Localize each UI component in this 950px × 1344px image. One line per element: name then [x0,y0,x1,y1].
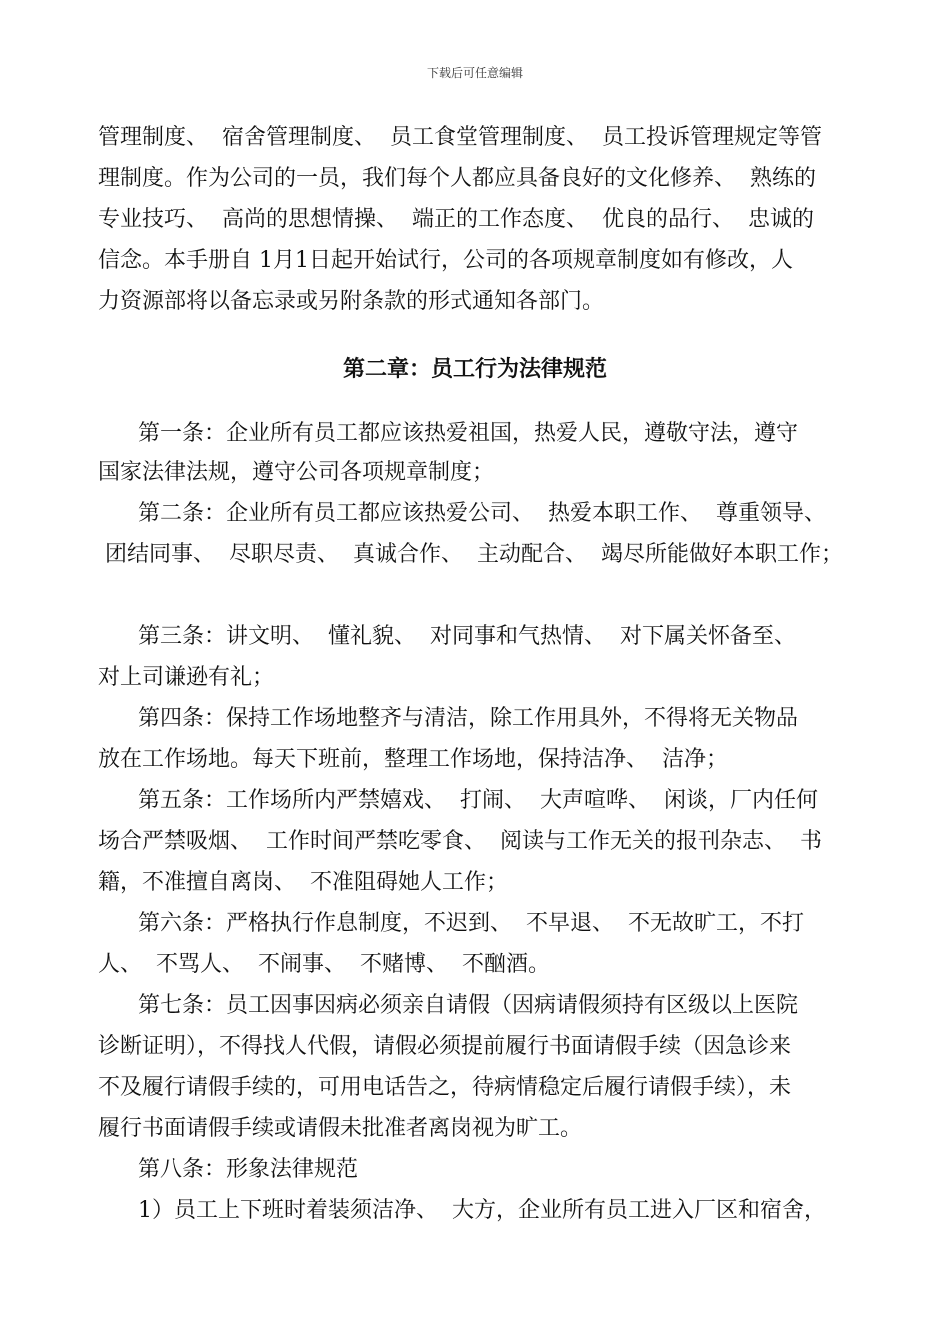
article-line: 诊断证明），不得找人代假，请假必须提前履行书面请假手续（因急诊来 [98,1034,792,1059]
article-line: 不及履行请假手续的，可用电话告之，待病情稳定后履行请假手续），未 [98,1075,792,1100]
article-line: 场合严禁吸烟、 工作时间严禁吃零食、 阅读与工作无关的报刊杂志、 书 [98,829,822,854]
article-line: 籍，不准擅自离岗、 不准阻碍她人工作； [98,870,508,895]
intro-line: 信念。本手册自 1月1日起开始试行，公司的各项规章制度如有修改，人 [98,248,793,273]
intro-line: 力资源部将以备忘录或另附条款的形式通知各部门。 [98,289,605,314]
article-line: 1）员工上下班时着装须洁净、 大方，企业所有员工进入厂区和宿舍， [138,1198,826,1223]
intro-line: 理制度。作为公司的一员，我们每个人都应具备良好的文化修养、 熟练的 [98,166,816,191]
article-line: 国家法律法规，遵守公司各项规章制度； [98,460,495,485]
article-line: 放在工作场地。每天下班前，整理工作场地，保持洁净、 洁净； [98,747,728,772]
chapter-title: 第二章：员工行为法律规范 [342,357,607,382]
article-line: 第六条：严格执行作息制度，不迟到、 不早退、 不无故旷工，不打 [138,911,804,936]
article-line: 履行书面请假手续或请假未批准者离岗视为旷工。 [98,1116,583,1141]
article-line: 第八条：形象法律规范 [138,1157,359,1182]
article-line: 第一条：企业所有员工都应该热爱祖国，热爱人民，遵敬守法，遵守 [138,421,799,446]
intro-line: 专业技巧、 高尚的思想情操、 端正的工作态度、 优良的品行、 忠诚的 [98,207,814,232]
article-line: 第五条：工作场所内严禁嬉戏、 打闹、 大声喧哗、 闲谈，厂内任何 [138,788,818,813]
article-line: 对上司谦逊有礼； [98,665,275,690]
intro-line: 管理制度、 宿舍管理制度、 员工食堂管理制度、 员工投诉管理规定等管 [98,125,822,150]
article-line: 第七条：员工因事因病必须亲自请假（因病请假须持有区级以上医院 [138,993,799,1018]
page-header: 下载后可任意编辑 [426,66,523,80]
article-line: 团结同事、 尽职尽责、 真诚合作、 主动配合、 竭尽所能做好本职工作； [98,542,843,567]
article-line: 第三条：讲文明、 懂礼貌、 对同事和气热情、 对下属关怀备至、 [138,624,796,649]
article-line: 人、 不骂人、 不闹事、 不赌博、 不酗酒。 [98,952,550,977]
article-line: 第二条：企业所有员工都应该热爱公司、 热爱本职工作、 尊重领导、 [138,501,826,526]
article-line: 第四条：保持工作场地整齐与清洁，除工作用具外，不得将无关物品 [138,706,799,731]
